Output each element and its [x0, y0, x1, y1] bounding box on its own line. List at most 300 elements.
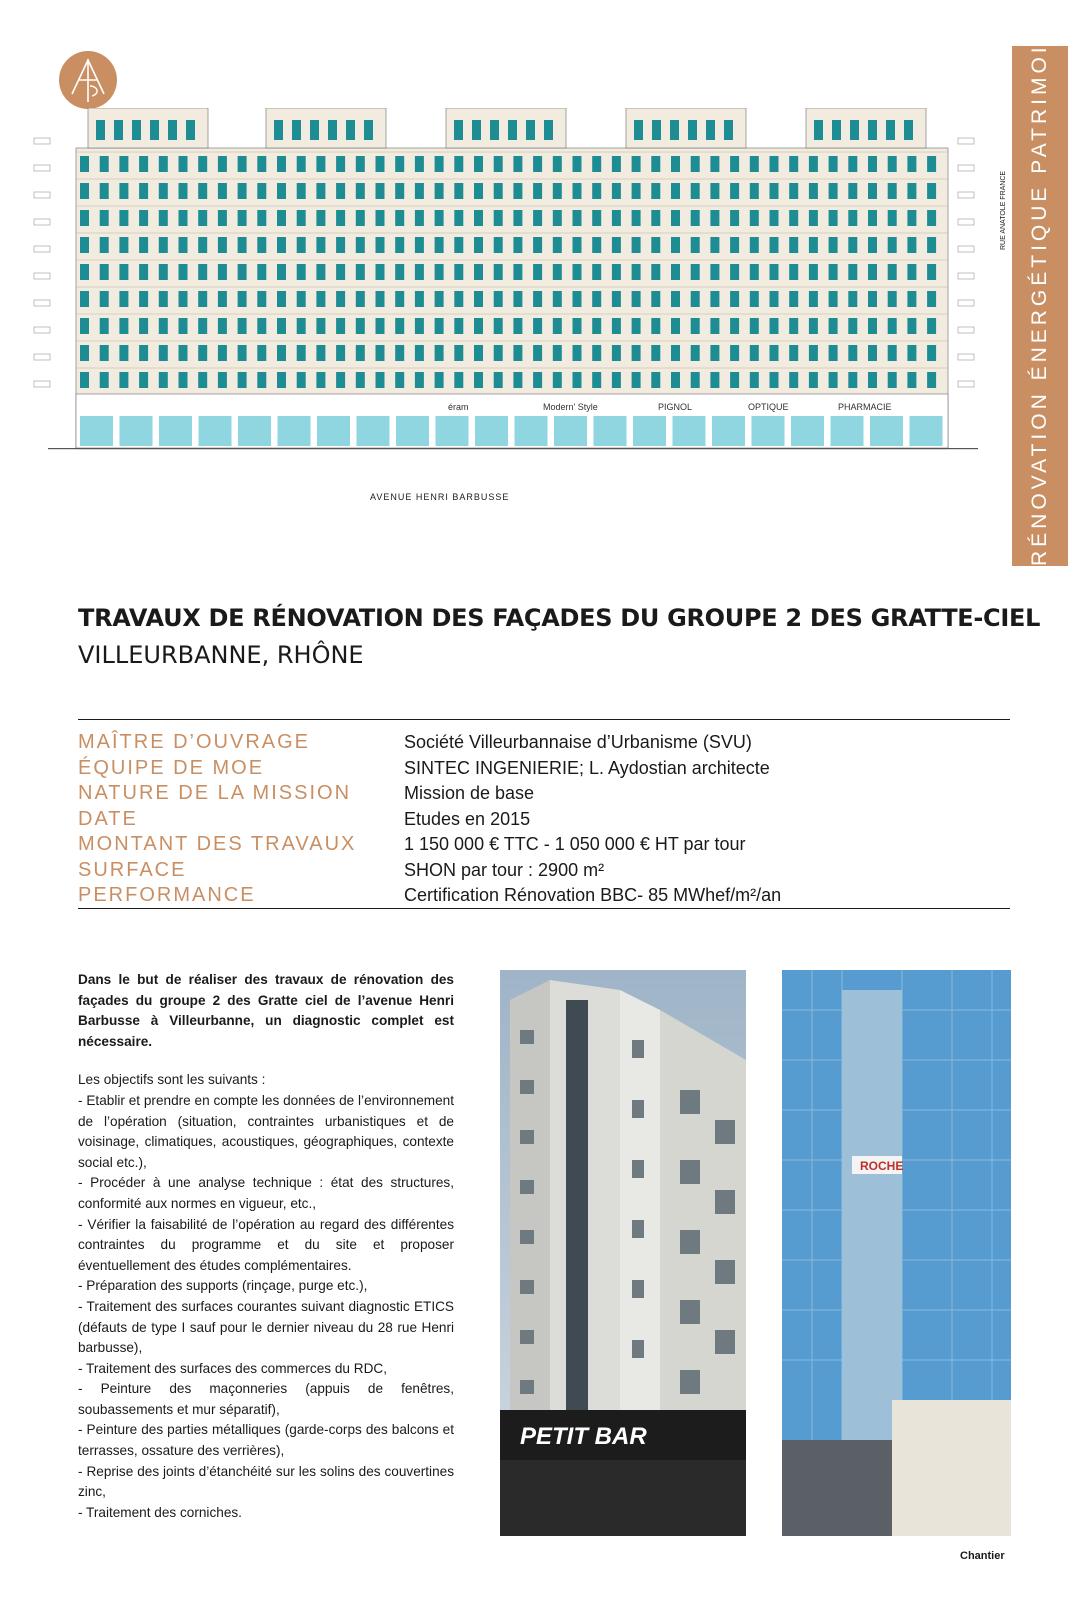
- window: [435, 318, 444, 334]
- window: [139, 210, 148, 226]
- window: [179, 183, 188, 199]
- window: [888, 372, 897, 388]
- window: [494, 237, 503, 253]
- window: [730, 345, 739, 361]
- window: [710, 291, 719, 307]
- window: [691, 210, 700, 226]
- window: [809, 264, 818, 280]
- window: [454, 183, 463, 199]
- window: [474, 264, 483, 280]
- window: [376, 318, 385, 334]
- window: [691, 318, 700, 334]
- text-line: - Peinture des parties métalliques (garde-corps des balcons et terrasses, ossature des verrières),: [78, 1422, 454, 1459]
- window: [346, 120, 355, 140]
- scaffold-banner: ROCHE: [860, 1159, 904, 1173]
- window: [848, 291, 857, 307]
- window: [100, 345, 109, 361]
- info-value: SINTEC INGENIERIE; L. Aydostian architecte: [404, 757, 770, 778]
- window: [907, 372, 916, 388]
- window: [297, 183, 306, 199]
- window: [671, 210, 680, 226]
- window: [651, 210, 660, 226]
- window: [257, 345, 266, 361]
- window: [198, 183, 207, 199]
- window: [257, 237, 266, 253]
- window: [868, 372, 877, 388]
- window: [907, 156, 916, 172]
- window: [415, 345, 424, 361]
- window: [553, 291, 562, 307]
- window: [297, 345, 306, 361]
- window: [238, 264, 247, 280]
- window: [789, 318, 798, 334]
- window: [376, 183, 385, 199]
- window: [277, 237, 286, 253]
- window: [297, 264, 306, 280]
- window: [376, 291, 385, 307]
- window: [100, 372, 109, 388]
- window: [274, 120, 283, 140]
- window: [573, 210, 582, 226]
- window: [435, 372, 444, 388]
- window: [100, 291, 109, 307]
- window: [526, 120, 535, 140]
- window: [553, 210, 562, 226]
- window: [632, 291, 641, 307]
- window: [80, 345, 89, 361]
- text-line: - Etablir et prendre en compte les données de l’environnement de l’opération (situation, contraintes urbanistiques et de voisinage, climatiques, acoustiques, géographiques, contexte social etc.),: [78, 1092, 454, 1170]
- window: [513, 156, 522, 172]
- window: [553, 345, 562, 361]
- window: [494, 183, 503, 199]
- window: [829, 318, 838, 334]
- window: [592, 156, 601, 172]
- shop-window: [515, 416, 548, 446]
- window: [198, 237, 207, 253]
- window: [809, 156, 818, 172]
- window: [238, 210, 247, 226]
- side-tab-label: RÉNOVATION ÉNERGÉTIQUE PATRIMOINE: [1028, 6, 1051, 566]
- window: [688, 120, 697, 140]
- window: [415, 291, 424, 307]
- window: [927, 237, 936, 253]
- info-key: DATE: [78, 807, 138, 830]
- window: [848, 345, 857, 361]
- window: [651, 237, 660, 253]
- window: [168, 120, 177, 140]
- window: [573, 237, 582, 253]
- window: [706, 120, 715, 140]
- window: [927, 210, 936, 226]
- info-row: [78, 858, 1010, 884]
- window: [691, 237, 700, 253]
- window: [494, 345, 503, 361]
- window: [159, 291, 168, 307]
- window: [513, 372, 522, 388]
- window: [809, 291, 818, 307]
- window: [770, 237, 779, 253]
- window: [592, 183, 601, 199]
- window: [114, 120, 123, 140]
- window: [651, 156, 660, 172]
- window: [750, 237, 759, 253]
- logo-icon: [58, 50, 118, 110]
- window: [573, 318, 582, 334]
- window: [435, 156, 444, 172]
- window: [868, 183, 877, 199]
- window: [415, 237, 424, 253]
- window: [238, 237, 247, 253]
- window: [159, 345, 168, 361]
- description-text: [78, 970, 454, 1523]
- window: [553, 183, 562, 199]
- window: [328, 120, 337, 140]
- window: [80, 372, 89, 388]
- window: [159, 183, 168, 199]
- window: [277, 291, 286, 307]
- window: [179, 210, 188, 226]
- window: [238, 318, 247, 334]
- level-marker: [34, 138, 50, 144]
- text-line: - Traitement des surfaces courantes suivant diagnostic ETICS (défauts de type I sauf pour le dernier niveau du 28 rue Henri barbusse),: [78, 1298, 454, 1356]
- window: [356, 291, 365, 307]
- window: [316, 345, 325, 361]
- window: [159, 237, 168, 253]
- side-street-label: RUE ANATOLE FRANCE: [1000, 170, 1007, 250]
- level-marker: [958, 381, 974, 387]
- window: [730, 183, 739, 199]
- window: [316, 264, 325, 280]
- window: [277, 183, 286, 199]
- window: [100, 264, 109, 280]
- window: [789, 183, 798, 199]
- window: [573, 372, 582, 388]
- window: [592, 372, 601, 388]
- window: [651, 318, 660, 334]
- window: [395, 210, 404, 226]
- window: [454, 318, 463, 334]
- window: [730, 291, 739, 307]
- shop-sign: PIGNOL: [658, 402, 693, 412]
- window: [770, 291, 779, 307]
- window: [257, 318, 266, 334]
- window: [710, 345, 719, 361]
- window: [770, 345, 779, 361]
- text-line: - Traitement des corniches.: [78, 1504, 242, 1520]
- shop-window: [396, 416, 429, 446]
- window: [159, 264, 168, 280]
- window: [907, 264, 916, 280]
- window: [927, 372, 936, 388]
- window: [316, 210, 325, 226]
- window: [395, 372, 404, 388]
- window: [809, 372, 818, 388]
- info-value: Mission de base: [404, 783, 535, 804]
- level-marker: [958, 246, 974, 252]
- text-line: - Procéder à une analyse technique : état des structures, conformité aux normes en vigueur, etc.,: [78, 1175, 454, 1211]
- window: [651, 372, 660, 388]
- window: [907, 318, 916, 334]
- window: [789, 210, 798, 226]
- window: [277, 210, 286, 226]
- text-line: Les objectifs sont les suivants :: [78, 1072, 266, 1088]
- window: [356, 372, 365, 388]
- window: [770, 183, 779, 199]
- window: [139, 318, 148, 334]
- window: [730, 264, 739, 280]
- window: [927, 291, 936, 307]
- shop-window: [120, 416, 153, 446]
- window: [533, 183, 542, 199]
- window: [119, 291, 128, 307]
- window: [139, 156, 148, 172]
- level-marker: [958, 273, 974, 279]
- window: [573, 264, 582, 280]
- window: [670, 120, 679, 140]
- window: [179, 156, 188, 172]
- window: [139, 237, 148, 253]
- window: [632, 264, 641, 280]
- window: [218, 210, 227, 226]
- window: [927, 183, 936, 199]
- window: [573, 183, 582, 199]
- window: [395, 291, 404, 307]
- window: [80, 210, 89, 226]
- info-row: [78, 730, 1010, 756]
- window: [218, 237, 227, 253]
- window: [888, 291, 897, 307]
- window: [814, 120, 823, 140]
- window: [218, 183, 227, 199]
- window: [750, 291, 759, 307]
- window: [198, 345, 207, 361]
- window: [356, 156, 365, 172]
- photo-scaffolding: [782, 970, 1011, 1536]
- window: [395, 156, 404, 172]
- window: [868, 210, 877, 226]
- window: [474, 156, 483, 172]
- page-title: TRAVAUX DE RÉNOVATION DES FAÇADES DU GROUPE 2 DES GRATTE-CIEL: [78, 604, 1041, 632]
- level-marker: [34, 300, 50, 306]
- shop-window: [278, 416, 311, 446]
- info-key: MONTANT DES TRAVAUX: [78, 833, 357, 856]
- shop-window: [238, 416, 271, 446]
- window: [316, 183, 325, 199]
- window: [454, 237, 463, 253]
- window: [336, 318, 345, 334]
- window: [710, 318, 719, 334]
- window: [829, 372, 838, 388]
- info-key: SURFACE: [78, 858, 187, 881]
- window: [888, 156, 897, 172]
- level-marker: [958, 165, 974, 171]
- level-marker: [34, 192, 50, 198]
- window: [474, 372, 483, 388]
- window: [710, 237, 719, 253]
- window: [730, 372, 739, 388]
- window: [829, 237, 838, 253]
- window: [848, 372, 857, 388]
- level-marker: [34, 273, 50, 279]
- window: [533, 156, 542, 172]
- window: [356, 345, 365, 361]
- window: [376, 345, 385, 361]
- window: [907, 183, 916, 199]
- window: [904, 120, 913, 140]
- window: [435, 237, 444, 253]
- level-marker: [34, 354, 50, 360]
- window: [770, 210, 779, 226]
- window: [691, 183, 700, 199]
- window: [454, 120, 463, 140]
- info-value: Etudes en 2015: [404, 808, 531, 829]
- window: [888, 183, 897, 199]
- window: [454, 264, 463, 280]
- window: [691, 345, 700, 361]
- window: [671, 345, 680, 361]
- window: [710, 183, 719, 199]
- window: [119, 318, 128, 334]
- window: [868, 120, 877, 140]
- window: [100, 318, 109, 334]
- window: [691, 372, 700, 388]
- shop-window: [791, 416, 824, 446]
- window: [592, 264, 601, 280]
- window: [544, 120, 553, 140]
- level-marker: [958, 219, 974, 225]
- window: [119, 345, 128, 361]
- window: [316, 156, 325, 172]
- window: [789, 264, 798, 280]
- window: [592, 210, 601, 226]
- window: [513, 264, 522, 280]
- window: [494, 318, 503, 334]
- window: [848, 183, 857, 199]
- window: [159, 372, 168, 388]
- window: [671, 318, 680, 334]
- window: [395, 318, 404, 334]
- window: [533, 264, 542, 280]
- window: [100, 210, 109, 226]
- window: [179, 291, 188, 307]
- info-value: Certification Rénovation BBC- 85 MWhef/m²/an: [404, 885, 782, 906]
- window: [297, 210, 306, 226]
- window: [119, 237, 128, 253]
- window: [789, 372, 798, 388]
- shop-window: [594, 416, 627, 446]
- shop-window: [870, 416, 903, 446]
- window: [376, 210, 385, 226]
- window: [632, 237, 641, 253]
- window: [257, 183, 266, 199]
- window: [80, 291, 89, 307]
- window: [218, 291, 227, 307]
- window: [297, 237, 306, 253]
- info-row: [78, 832, 1010, 858]
- shop-sign: OPTIQUE: [748, 402, 789, 412]
- window: [848, 318, 857, 334]
- window: [691, 156, 700, 172]
- window: [612, 372, 621, 388]
- shop-window: [712, 416, 745, 446]
- shop-window: [831, 416, 864, 446]
- window: [364, 120, 373, 140]
- info-key: ÉQUIPE DE MOE: [78, 756, 265, 779]
- window: [829, 156, 838, 172]
- window: [907, 345, 916, 361]
- window: [454, 210, 463, 226]
- window: [573, 156, 582, 172]
- window: [829, 264, 838, 280]
- shop-window: [357, 416, 390, 446]
- window: [868, 318, 877, 334]
- window: [238, 345, 247, 361]
- project-info-table: [78, 719, 1010, 909]
- window: [179, 372, 188, 388]
- window: [218, 372, 227, 388]
- level-marker: [958, 354, 974, 360]
- window: [750, 183, 759, 199]
- window: [179, 318, 188, 334]
- window: [376, 237, 385, 253]
- facade-elevation-drawing: [28, 108, 1000, 508]
- text-line: - Peinture des maçonneries (appuis de fenêtres, soubassements et mur séparatif),: [78, 1381, 454, 1417]
- window: [888, 318, 897, 334]
- window: [490, 120, 499, 140]
- window: [198, 318, 207, 334]
- window: [139, 183, 148, 199]
- window: [671, 372, 680, 388]
- window: [848, 210, 857, 226]
- window: [277, 156, 286, 172]
- window: [132, 120, 141, 140]
- window: [376, 372, 385, 388]
- window: [533, 372, 542, 388]
- shop-window: [159, 416, 192, 446]
- window: [573, 291, 582, 307]
- window: [316, 372, 325, 388]
- window: [533, 345, 542, 361]
- window: [316, 237, 325, 253]
- shop-window: [475, 416, 508, 446]
- window: [888, 237, 897, 253]
- window: [80, 237, 89, 253]
- shop-window: [910, 416, 943, 446]
- window: [553, 237, 562, 253]
- window: [553, 318, 562, 334]
- window: [632, 345, 641, 361]
- window: [277, 318, 286, 334]
- window: [888, 264, 897, 280]
- window: [632, 210, 641, 226]
- window: [336, 210, 345, 226]
- window: [710, 156, 719, 172]
- window: [691, 291, 700, 307]
- window: [592, 345, 601, 361]
- ground-line: [48, 448, 978, 449]
- window: [832, 120, 841, 140]
- intro-paragraph: Dans le but de réaliser des travaux de rénovation des façades du groupe 2 des Gratte ciel de l’avenue Henri Barbusse à Villeurbanne, un diagnostic complet est nécessaire.: [78, 972, 454, 1049]
- window: [415, 156, 424, 172]
- text-line: - Reprise des joints d’étanchéité sur les solins des couvertines zinc,: [78, 1463, 454, 1500]
- window: [96, 120, 105, 140]
- window: [750, 210, 759, 226]
- window: [848, 156, 857, 172]
- window: [474, 345, 483, 361]
- window: [868, 264, 877, 280]
- window: [257, 210, 266, 226]
- window: [415, 183, 424, 199]
